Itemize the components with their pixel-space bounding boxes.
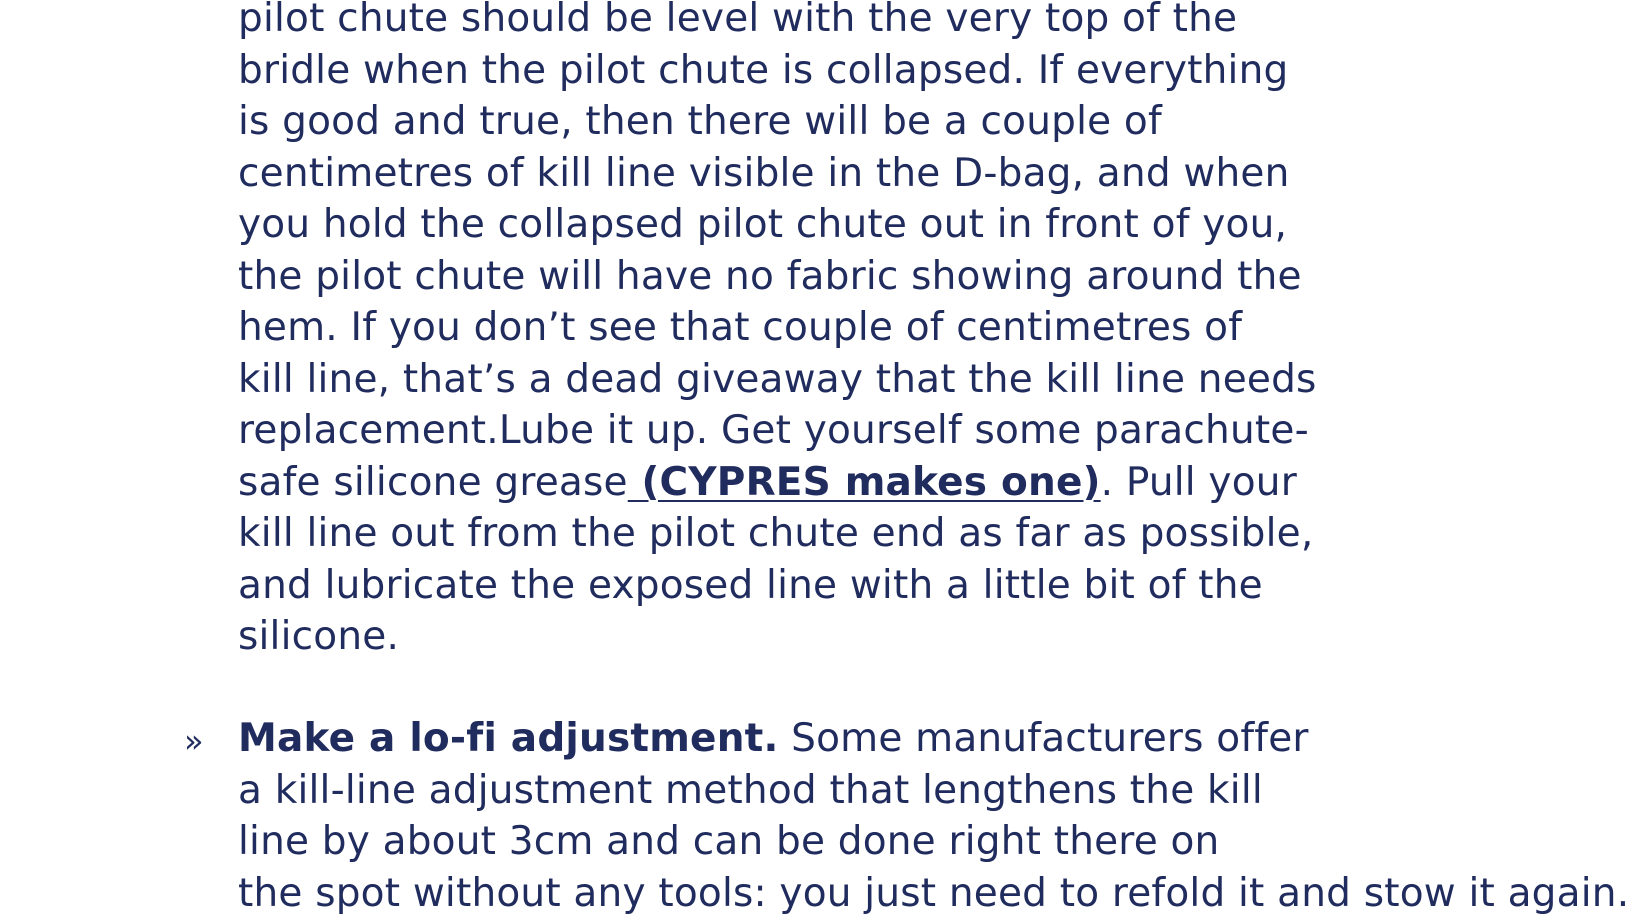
- text-line: kill line out from the pilot chute end as far as possible,: [238, 508, 1348, 560]
- text-fragment: . Pull your: [1101, 460, 1297, 505]
- text-line: line by about 3cm and can be done right there on: [238, 816, 1348, 868]
- bullet-lead-heading: Make a lo-fi adjustment.: [238, 716, 779, 761]
- text-line-with-link: [238, 457, 1348, 509]
- bullet-marker-icon: »: [184, 716, 204, 767]
- text-line: you hold the collapsed pilot chute out in front of you,: [238, 199, 1348, 251]
- text-line: a kill-line adjustment method that lengthens the kill: [238, 765, 1348, 817]
- paragraph-kill-line-check: [238, 0, 1348, 663]
- text-line: the pilot chute will have no fabric showing around the: [238, 251, 1348, 303]
- text-line-with-lead: [238, 713, 1348, 765]
- text-line: is good and true, then there will be a couple of: [238, 96, 1348, 148]
- text-line: silicone.: [238, 611, 1348, 663]
- text-line: and lubricate the exposed line with a little bit of the: [238, 560, 1348, 612]
- cypres-grease-link[interactable]: (CYPRES makes one): [628, 460, 1101, 505]
- text-line: bridle when the pilot chute is collapsed. If everything: [238, 45, 1348, 97]
- text-fragment: Some manufacturers offer: [779, 716, 1309, 761]
- text-line: pilot chute should be level with the very top of the: [238, 0, 1348, 45]
- text-fragment: safe silicone grease: [238, 460, 628, 505]
- text-line: kill line, that’s a dead giveaway that the kill line needs: [238, 354, 1348, 406]
- text-line: replacement.Lube it up. Get yourself some parachute-: [238, 405, 1348, 457]
- text-line: hem. If you don’t see that couple of centimetres of: [238, 302, 1348, 354]
- text-line: centimetres of kill line visible in the D-bag, and when: [238, 148, 1348, 200]
- text-line: the spot without any tools: you just need to refold it and stow it again.: [238, 868, 1348, 919]
- paragraph-lofi-adjustment: [238, 713, 1348, 919]
